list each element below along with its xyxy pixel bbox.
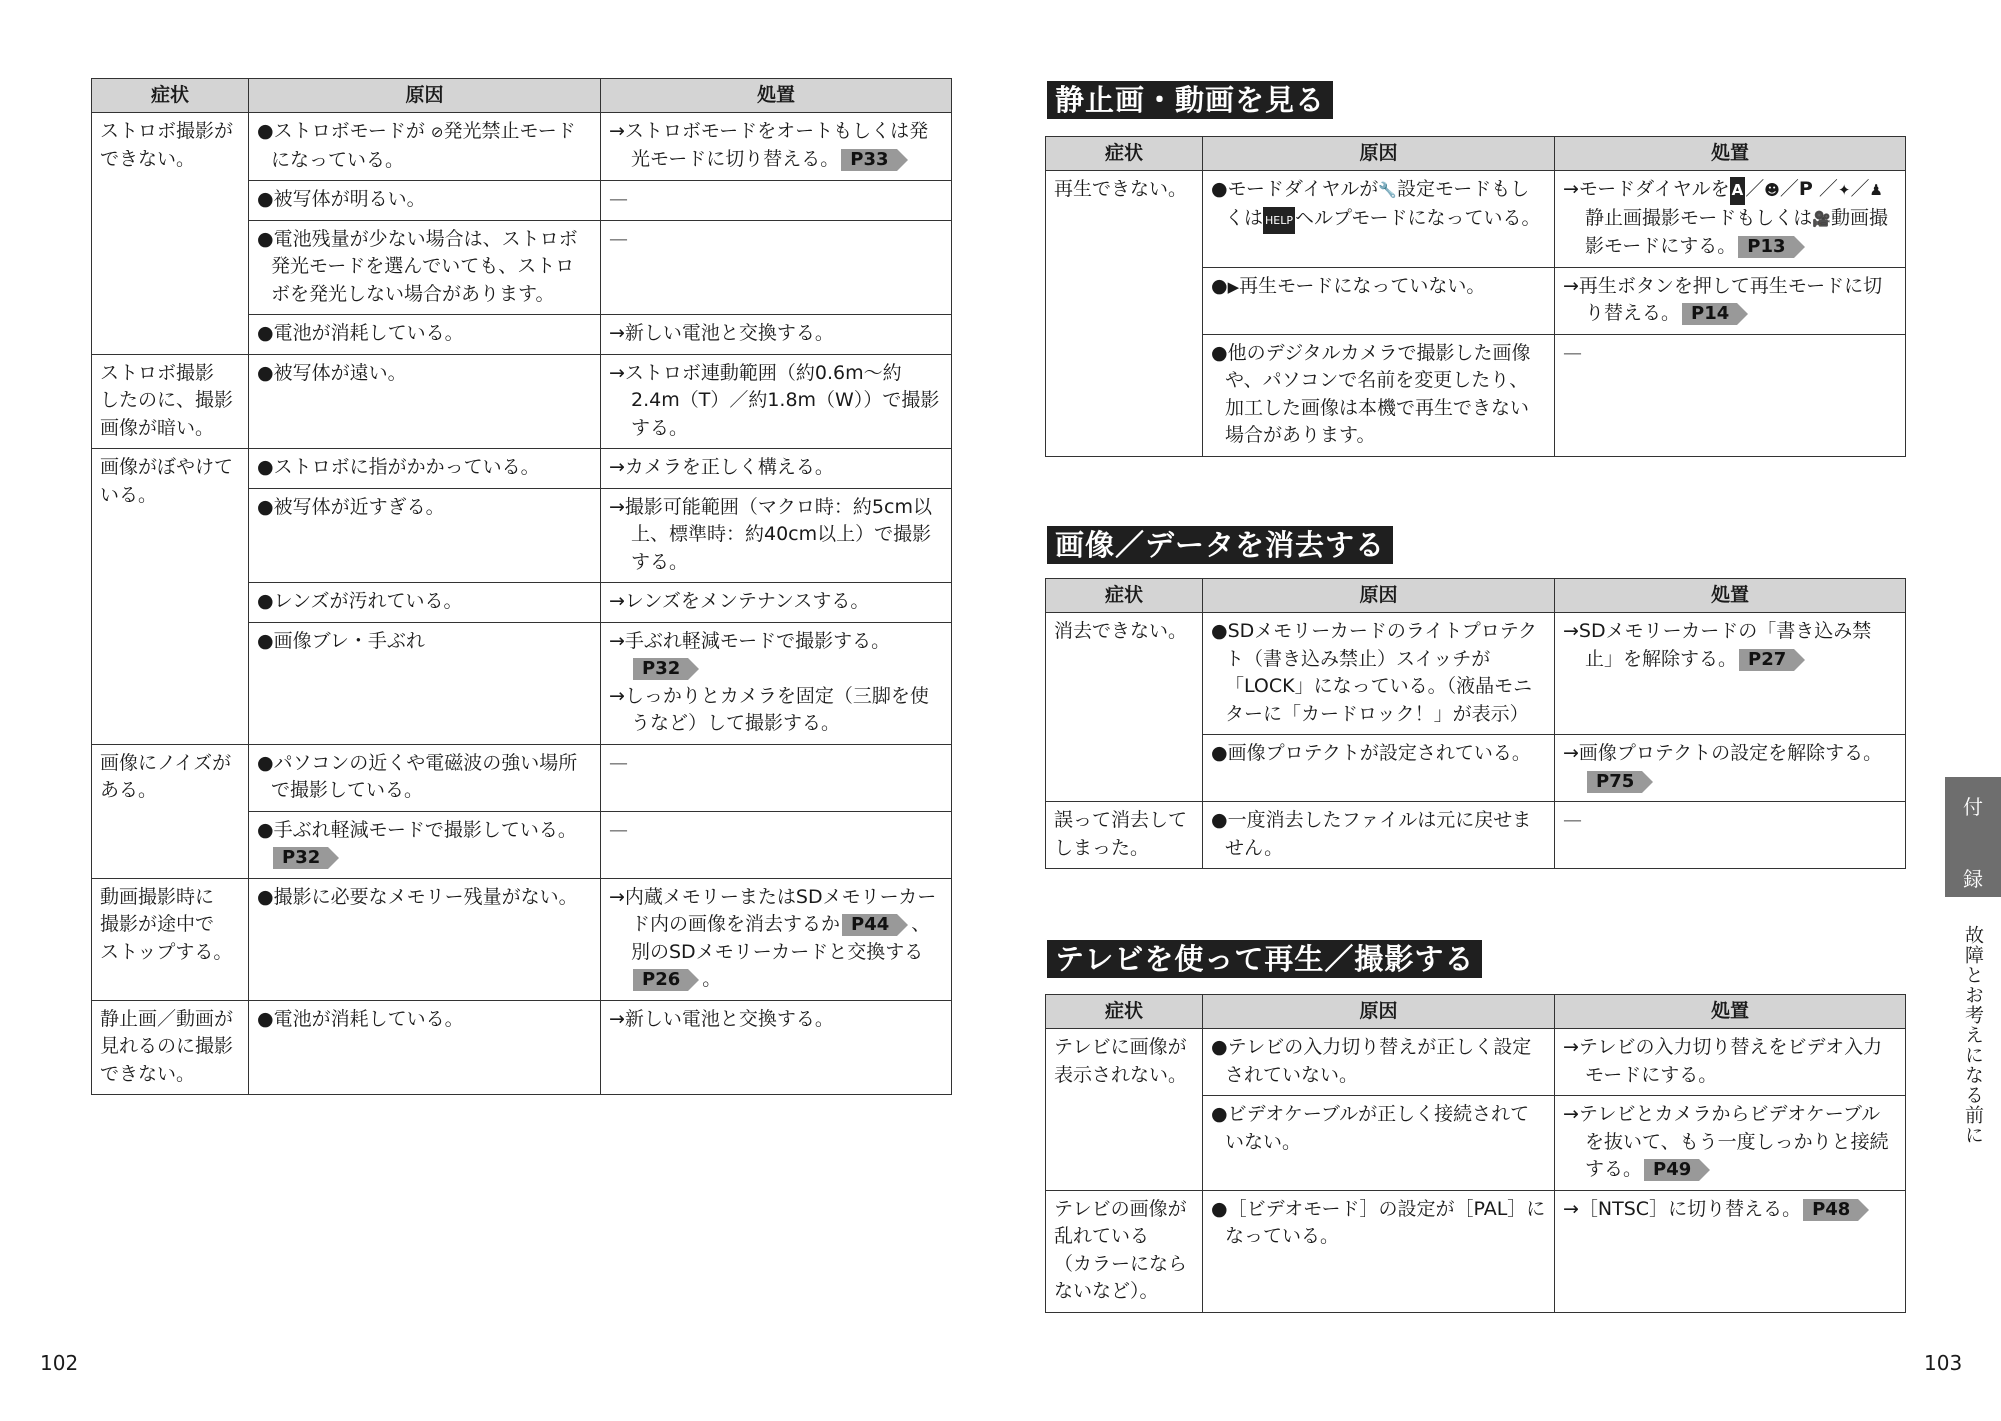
symptom-cell: ストロボ撮影 したのに、撮影 画像が暗い。 xyxy=(92,354,249,449)
header-symptom: 症状 xyxy=(1046,137,1203,171)
remedy-cell: →レンズをメンテナンスする。 xyxy=(601,583,952,623)
cause-cell: ●［ビデオモード］の設定が［PAL］になっている。 xyxy=(1203,1190,1555,1312)
page-number: 102 xyxy=(40,1351,79,1375)
cause-cell: ●▶再生モードになっていない。 xyxy=(1203,267,1555,334)
table-row xyxy=(1046,1190,1906,1312)
movie-icon: 🎥 xyxy=(1812,209,1831,228)
cause-cell: ●ストロボに指がかかっている。 xyxy=(249,449,601,489)
cause-cell: ●モードダイヤルが🔧設定モードもしくは HELP ヘルプモードになっている。 xyxy=(1203,171,1555,268)
page-reference-tag[interactable]: P13 xyxy=(1738,236,1793,258)
header-symptom: 症状 xyxy=(1046,995,1203,1029)
table-row xyxy=(92,449,952,489)
cause-cell: ●被写体が近すぎる。 xyxy=(249,488,601,583)
table-row xyxy=(92,744,952,811)
cause-cell: ●画像プロテクトが設定されている。 xyxy=(1203,735,1555,802)
chapter-caption: 故障とお考えになる前に xyxy=(1962,925,1984,1145)
header-cause: 原因 xyxy=(1203,995,1555,1029)
page-reference-tag[interactable]: P32 xyxy=(633,658,688,680)
page-reference-tag[interactable]: P48 xyxy=(1803,1199,1858,1221)
cause-cell: ●SDメモリーカードのライトプロテクト（書き込み禁止）スイッチが「LOCK」になっている。（液晶モニターに「カードロック！」が表示） xyxy=(1203,613,1555,735)
sports-mode-icon: ✦ xyxy=(1837,181,1851,199)
cause-cell: ●他のデジタルカメラで撮影した画像や、パソコンで名前を変更したり、加工した画像は本機で再生できない場合があります。 xyxy=(1203,334,1555,456)
symptom-cell: 画像がぼやけて いる。 xyxy=(92,449,249,745)
page-reference-tag[interactable]: P75 xyxy=(1587,771,1642,793)
remedy-cell: →ストロボモードをオートもしくは発光モードに切り替える。 P33 xyxy=(601,113,952,181)
troubleshooting-table-shooting xyxy=(91,78,952,1095)
header-symptom: 症状 xyxy=(1046,579,1203,613)
appendix-tab-char: 録 xyxy=(1963,867,1983,891)
cause-cell: ●撮影に必要なメモリー残量がない。 xyxy=(249,878,601,1000)
cause-cell: ●パソコンの近くや電磁波の強い場所で撮影している。 xyxy=(249,744,601,811)
table-row xyxy=(1046,613,1906,735)
remedy-cell: →新しい電池と交換する。 xyxy=(601,315,952,355)
remedy-cell: — xyxy=(601,744,952,811)
left-page xyxy=(0,0,1000,1421)
remedy-cell: →SDメモリーカードの「書き込み禁止」を解除する。 P27 xyxy=(1555,613,1906,735)
remedy-cell: →画像プロテクトの設定を解除する。 P75 xyxy=(1555,735,1906,802)
remedy-cell: — xyxy=(601,181,952,221)
page-reference-tag[interactable]: P32 xyxy=(273,847,328,869)
flash-off-icon: ⊘ xyxy=(430,123,444,141)
cause-cell: ●電池残量が少ない場合は、ストロボ発光モードを選んでいても、ストロボを発光しない場合があります。 xyxy=(249,220,601,315)
symptom-cell: テレビの画像が 乱れている （カラーになら ないなど）。 xyxy=(1046,1190,1203,1312)
right-page xyxy=(1000,0,2001,1421)
remedy-cell: →ストロボ連動範囲（約0.6m〜約2.4m（T）／約1.8m（W））で撮影する。 xyxy=(601,354,952,449)
table-row xyxy=(92,354,952,449)
remedy-cell: — xyxy=(1555,334,1906,456)
remedy-cell: — xyxy=(1555,802,1906,869)
help-icon: HELP xyxy=(1263,207,1295,235)
header-cause: 原因 xyxy=(1203,137,1555,171)
cause-cell: ●手ぶれ軽減モードで撮影している。 P32 xyxy=(249,811,601,878)
header-remedy: 処置 xyxy=(601,79,952,113)
table-header-row xyxy=(1046,579,1906,613)
header-symptom: 症状 xyxy=(92,79,249,113)
remedy-cell: →カメラを正しく構える。 xyxy=(601,449,952,489)
table-header-row xyxy=(92,79,952,113)
symptom-cell: 消去できない。 xyxy=(1046,613,1203,802)
remedy-cell: →モードダイヤルを A ／☻／P ／✦／♟静止画撮影モードもしくは🎥動画撮影モードにする。 P13 xyxy=(1555,171,1906,268)
table-row xyxy=(92,878,952,1000)
header-cause: 原因 xyxy=(249,79,601,113)
wrench-icon: 🔧 xyxy=(1378,181,1397,199)
remedy-cell: →テレビとカメラからビデオケーブルを抜いて、もう一度しっかりと接続する。 P49 xyxy=(1555,1096,1906,1191)
header-remedy: 処置 xyxy=(1555,995,1906,1029)
remedy-cell: →テレビの入力切り替えをビデオ入力モードにする。 xyxy=(1555,1029,1906,1096)
remedy-cell: →再生ボタンを押して再生モードに切り替える。 P14 xyxy=(1555,267,1906,334)
cause-cell: ●テレビの入力切り替えが正しく設定されていない。 xyxy=(1203,1029,1555,1096)
header-cause: 原因 xyxy=(1203,579,1555,613)
header-remedy: 処置 xyxy=(1555,137,1906,171)
troubleshooting-table-delete xyxy=(1045,578,1906,869)
section-title: 静止画・動画を見る xyxy=(1047,81,1333,119)
table-row xyxy=(92,1000,952,1095)
page-reference-tag[interactable]: P44 xyxy=(842,914,897,936)
table-header-row xyxy=(1046,995,1906,1029)
page-reference-tag[interactable]: P26 xyxy=(633,969,688,991)
cause-cell: ●一度消去したファイルは元に戻せません。 xyxy=(1203,802,1555,869)
troubleshooting-table-tv xyxy=(1045,994,1906,1313)
symptom-cell: 誤って消去して しまった。 xyxy=(1046,802,1203,869)
page-number: 103 xyxy=(1924,1351,1963,1375)
appendix-tab-char: 付 xyxy=(1963,795,1983,819)
table-row xyxy=(1046,1029,1906,1096)
symptom-cell: テレビに画像が 表示されない。 xyxy=(1046,1029,1203,1191)
cause-cell: ●被写体が遠い。 xyxy=(249,354,601,449)
cause-cell: ●ビデオケーブルが正しく接続されていない。 xyxy=(1203,1096,1555,1191)
page-reference-tag[interactable]: P14 xyxy=(1682,303,1737,325)
symptom-cell: 静止画／動画が 見れるのに撮影 できない。 xyxy=(92,1000,249,1095)
remedy-cell: →手ぶれ軽減モードで撮影する。 P32 →しっかりとカメラを固定（三脚を使うなど）して撮影する。 xyxy=(601,622,952,744)
appendix-tab[interactable] xyxy=(1945,777,2001,897)
cause-cell: ●被写体が明るい。 xyxy=(249,181,601,221)
symptom-cell: 画像にノイズが ある。 xyxy=(92,744,249,878)
cause-cell: ●ストロボモードが ⊘発光禁止モードになっている。 xyxy=(249,113,601,181)
remedy-cell: →撮影可能範囲（マクロ時：約5cm以上、標準時：約40cm以上）で撮影する。 xyxy=(601,488,952,583)
table-row xyxy=(1046,171,1906,268)
cause-cell: ●電池が消耗している。 xyxy=(249,315,601,355)
portrait-mode-icon: ♟ xyxy=(1869,181,1883,199)
symptom-cell: 再生できない。 xyxy=(1046,171,1203,457)
table-header-row xyxy=(1046,137,1906,171)
remedy-cell: →内蔵メモリーまたはSDメモリーカード内の画像を消去するか P44 、別のSDメモリーカードと交換するP26 。 xyxy=(601,878,952,1000)
section-title: 画像／データを消去する xyxy=(1047,526,1393,564)
page-reference-tag[interactable]: P33 xyxy=(841,149,896,171)
remedy-cell: — xyxy=(601,811,952,878)
symptom-cell: 動画撮影時に 撮影が途中で ストップする。 xyxy=(92,878,249,1000)
remedy-cell: →新しい電池と交換する。 xyxy=(601,1000,952,1095)
page-reference-tag[interactable]: P49 xyxy=(1644,1159,1699,1181)
scene-mode-icon: ☻ xyxy=(1764,181,1780,199)
cause-cell: ●電池が消耗している。 xyxy=(249,1000,601,1095)
symptom-cell: ストロボ撮影が できない。 xyxy=(92,113,249,355)
auto-mode-icon: A xyxy=(1730,177,1746,205)
play-icon: ▶ xyxy=(1227,277,1240,296)
page-reference-tag[interactable]: P27 xyxy=(1739,649,1794,671)
cause-cell: ●画像ブレ・手ぶれ xyxy=(249,622,601,744)
header-remedy: 処置 xyxy=(1555,579,1906,613)
cause-cell: ●レンズが汚れている。 xyxy=(249,583,601,623)
table-row xyxy=(92,113,952,181)
table-row xyxy=(1046,802,1906,869)
remedy-cell: — xyxy=(601,220,952,315)
troubleshooting-table-playback xyxy=(1045,136,1906,457)
remedy-cell: →［NTSC］に切り替える。 P48 xyxy=(1555,1190,1906,1312)
section-title: テレビを使って再生／撮影する xyxy=(1047,940,1482,978)
